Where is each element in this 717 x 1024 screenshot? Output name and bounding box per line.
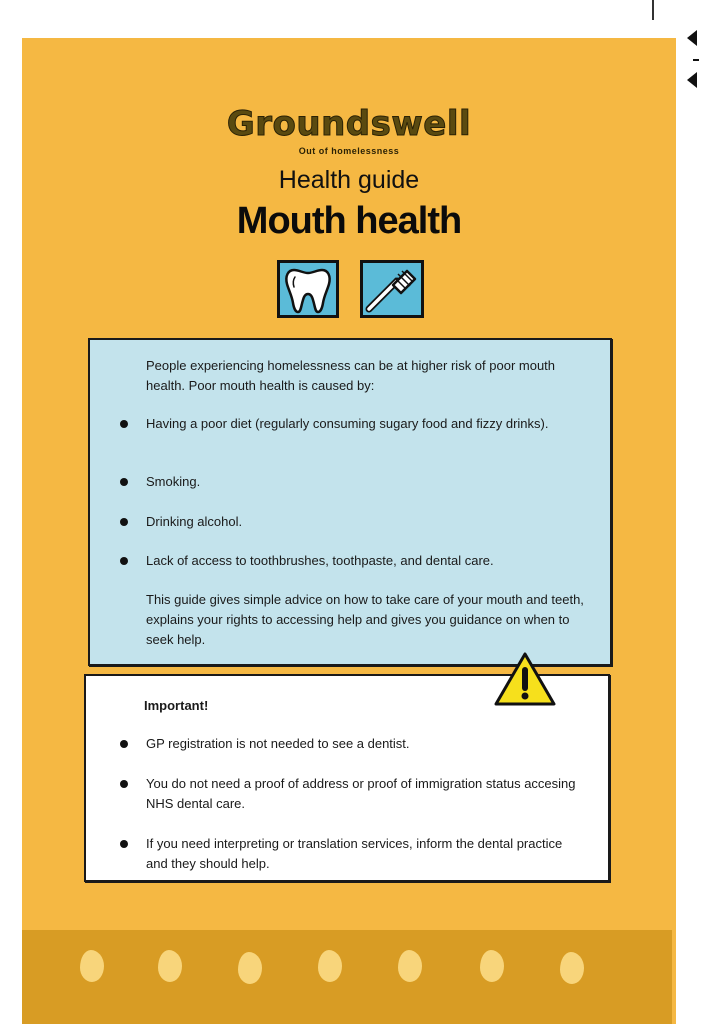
important-item-interpreting: If you need interpreting or translation services, inform the dental practice and they should help. <box>146 836 563 871</box>
cause-alcohol: Drinking alcohol. <box>146 514 243 529</box>
cause-diet: Having a poor diet (regularly consuming sugary food and fizzy drinks). <box>146 416 549 431</box>
bullet-icon <box>120 518 128 526</box>
bullet-icon <box>120 740 128 748</box>
logo-tagline: Out of homelessness <box>298 146 400 156</box>
important-item-gp: GP registration is not needed to see a dentist. <box>146 736 410 751</box>
side-arrow-icon <box>687 72 697 88</box>
cause-access: Lack of access to toothbrushes, toothpaste, and dental care. <box>146 553 494 568</box>
guide-subtitle: Health guide <box>278 166 420 194</box>
decor-blob-icon <box>398 950 422 982</box>
cause-smoking: Smoking. <box>146 474 201 489</box>
intro-lead: People experiencing homelessness can be at higher risk of poor mouth health. Poor mouth health is caused by: <box>146 358 556 393</box>
page-edge-mark <box>652 0 654 20</box>
decor-blob-icon <box>238 952 262 984</box>
guide-title: Mouth health <box>236 200 462 242</box>
footer-band <box>22 930 672 1024</box>
intro-summary: This guide gives simple advice on how to take care of your mouth and teeth, explains your rights to accessing help and gives you guidance on when to seek help. <box>146 592 584 647</box>
toothbrush-icon <box>360 260 424 318</box>
side-dash-mark <box>693 59 699 61</box>
bullet-icon <box>120 557 128 565</box>
bullet-icon <box>120 478 128 486</box>
decor-blob-icon <box>318 950 342 982</box>
warning-icon <box>492 650 558 713</box>
decor-blob-icon <box>158 950 182 982</box>
bullet-icon <box>120 780 128 788</box>
side-arrow-icon <box>687 30 697 46</box>
guide-page <box>22 38 676 1024</box>
important-item-proof: You do not need a proof of address or proof of immigration status accesing NHS dental care. <box>146 776 576 811</box>
important-heading: Important! <box>144 698 209 713</box>
groundswell-logo: Groundswell <box>226 104 472 144</box>
tooth-icon <box>277 260 339 318</box>
bullet-icon <box>120 420 128 428</box>
bullet-icon <box>120 840 128 848</box>
decor-blob-icon <box>560 952 584 984</box>
decor-blob-icon <box>80 950 104 982</box>
decor-blob-icon <box>480 950 504 982</box>
intro-panel <box>88 338 612 666</box>
